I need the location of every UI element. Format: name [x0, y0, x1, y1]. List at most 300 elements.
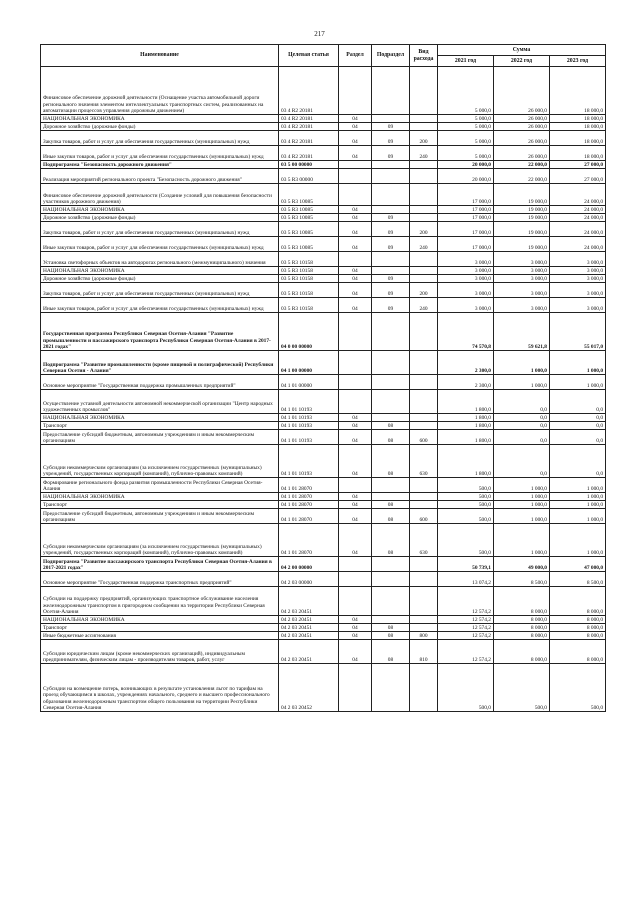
cell-expense-type: [410, 184, 438, 206]
cell-section: 04: [339, 422, 372, 430]
cell-subsection: [372, 375, 410, 390]
cell-target-article: 04 2 03 20451: [279, 624, 339, 632]
cell-target-article: 04 1 01 10193: [279, 445, 339, 478]
cell-sum-2023: 18 000,0: [550, 146, 606, 161]
cell-expense-type: [410, 275, 438, 283]
cell-section: [339, 557, 372, 572]
cell-expense-type: [410, 375, 438, 390]
cell-name: Финансовое обеспечение дорожной деятельности (Создание условий для повышения безопасности участников дорожного движения): [41, 184, 279, 206]
cell-target-article: 04 2 03 20452: [279, 664, 339, 712]
cell-sum-2023: 0,0: [550, 422, 606, 430]
cell-subsection: 09: [372, 283, 410, 298]
cell-expense-type: [410, 501, 438, 509]
cell-expense-type: [410, 67, 438, 115]
table-row: [41, 169, 606, 184]
cell-sum-2021: 500,0: [438, 493, 494, 501]
cell-sum-2023: 8 000,0: [550, 640, 606, 664]
table-row: [41, 624, 606, 632]
cell-sum-2023: 1 000,0: [550, 375, 606, 390]
cell-expense-type: 200: [410, 283, 438, 298]
table-row: [41, 422, 606, 430]
cell-expense-type: 630: [410, 524, 438, 557]
table-row: [41, 267, 606, 275]
cell-name: НАЦИОНАЛЬНАЯ ЭКОНОМИКА: [41, 267, 279, 275]
cell-sum-2022: 0,0: [494, 422, 550, 430]
table-row: [41, 161, 606, 169]
header-name: Наименование: [41, 45, 279, 67]
cell-name: Формирование регионального фонда развития промышленности Республики Северная Осетия-Алания: [41, 478, 279, 493]
cell-name: Субсидии некоммерческим организациям (за исключением государственных (муниципальных) учреждений, государственных корпораций (компаний), публично-правовых компаний): [41, 524, 279, 557]
cell-expense-type: [410, 252, 438, 267]
cell-name: Субсидии некоммерческим организациям (за исключением государственных (муниципальных) учреждений, государственных корпораций (компаний), публично-правовых компаний): [41, 445, 279, 478]
cell-expense-type: [410, 161, 438, 169]
cell-subsection: 08: [372, 430, 410, 445]
cell-name: Субсидии юридическим лицам (кроме некоммерческих организаций), индивидуальным предпринимателям, физическим лицам - производителям товаров, работ, услуг: [41, 640, 279, 664]
table-row: [41, 524, 606, 557]
cell-section: [339, 351, 372, 375]
cell-sum-2023: 18 000,0: [550, 123, 606, 131]
cell-expense-type: 240: [410, 298, 438, 313]
cell-section: 04: [339, 131, 372, 146]
cell-expense-type: [410, 557, 438, 572]
header-expense-type: Вид расхода: [410, 45, 438, 67]
cell-target-article: 04 2 03 20451: [279, 616, 339, 624]
cell-section: 04: [339, 206, 372, 214]
cell-name: Дорожное хозяйство (дорожные фонды): [41, 275, 279, 283]
cell-section: [339, 184, 372, 206]
header-row: [41, 45, 606, 56]
cell-sum-2022: 59 621,8: [494, 313, 550, 351]
table-row: [41, 478, 606, 493]
cell-sum-2022: 3 000,0: [494, 267, 550, 275]
cell-sum-2023: 3 000,0: [550, 298, 606, 313]
cell-sum-2022: 8 000,0: [494, 624, 550, 632]
cell-target-article: 03 4 R2 20181: [279, 67, 339, 115]
table-row: [41, 587, 606, 616]
cell-section: 04: [339, 283, 372, 298]
table-row: [41, 298, 606, 313]
cell-subsection: [372, 557, 410, 572]
cell-sum-2022: 1 000,0: [494, 493, 550, 501]
cell-sum-2021: 17 000,0: [438, 222, 494, 237]
cell-expense-type: 630: [410, 445, 438, 478]
cell-sum-2023: 3 000,0: [550, 275, 606, 283]
cell-subsection: [372, 206, 410, 214]
cell-target-article: 04 1 01 00000: [279, 375, 339, 390]
cell-expense-type: [410, 206, 438, 214]
cell-subsection: [372, 67, 410, 115]
table-row: [41, 131, 606, 146]
cell-sum-2021: 500,0: [438, 501, 494, 509]
cell-expense-type: [410, 587, 438, 616]
cell-subsection: 09: [372, 146, 410, 161]
cell-sum-2021: 2 300,0: [438, 351, 494, 375]
cell-name: Транспорт: [41, 422, 279, 430]
cell-sum-2022: 26 000,0: [494, 146, 550, 161]
table-row: [41, 115, 606, 123]
cell-sum-2021: 17 000,0: [438, 214, 494, 222]
cell-name: Основное мероприятие "Государственная поддержка транспортных предприятий": [41, 572, 279, 587]
cell-sum-2023: 24 000,0: [550, 184, 606, 206]
cell-expense-type: [410, 616, 438, 624]
cell-sum-2021: 12 574,2: [438, 587, 494, 616]
cell-target-article: 04 1 01 28070: [279, 524, 339, 557]
cell-sum-2022: 1 000,0: [494, 478, 550, 493]
cell-expense-type: [410, 478, 438, 493]
cell-name: Субсидии на возмещение потерь, возникающих в результате установления льгот по тарифам на проезд обучающимся в школах, учреждениях начального, среднего и высшего профессионального образования железнодорожным транспортом общего пользования на территории Республики Северная Осетия-Алания: [41, 664, 279, 712]
cell-section: 04: [339, 430, 372, 445]
cell-sum-2022: 3 000,0: [494, 298, 550, 313]
cell-sum-2022: 3 000,0: [494, 275, 550, 283]
cell-sum-2023: 1 000,0: [550, 524, 606, 557]
cell-target-article: 03 5 R3 10085: [279, 184, 339, 206]
cell-target-article: 03 4 R2 20181: [279, 115, 339, 123]
budget-table: [40, 44, 606, 712]
cell-subsection: [372, 414, 410, 422]
cell-sum-2021: 3 000,0: [438, 275, 494, 283]
cell-expense-type: 240: [410, 146, 438, 161]
cell-subsection: [372, 169, 410, 184]
cell-target-article: 03 5 R3 10085: [279, 214, 339, 222]
cell-sum-2023: 8 000,0: [550, 624, 606, 632]
cell-sum-2022: 19 000,0: [494, 222, 550, 237]
table-row: [41, 283, 606, 298]
cell-sum-2023: 8 000,0: [550, 632, 606, 640]
cell-name: Подпрограмма "Развитие пассажирского транспорта Республики Северная Осетия-Алания в 2017-2021 годах": [41, 557, 279, 572]
cell-subsection: 08: [372, 524, 410, 557]
cell-sum-2023: 500,0: [550, 664, 606, 712]
cell-target-article: 04 2 03 00000: [279, 572, 339, 587]
cell-target-article: 03 5 R3 10158: [279, 267, 339, 275]
cell-subsection: [372, 572, 410, 587]
cell-subsection: 09: [372, 237, 410, 252]
cell-subsection: 09: [372, 123, 410, 131]
cell-sum-2021: 5 000,0: [438, 131, 494, 146]
cell-sum-2022: 0,0: [494, 430, 550, 445]
cell-sum-2023: 0,0: [550, 430, 606, 445]
cell-section: [339, 313, 372, 351]
cell-target-article: 04 2 03 20451: [279, 632, 339, 640]
cell-section: [339, 161, 372, 169]
cell-name: Закупка товаров, работ и услуг для обеспечения государственных (муниципальных) нужд: [41, 283, 279, 298]
cell-name: Иные закупки товаров, работ и услуг для обеспечения государственных (муниципальных) нужд: [41, 146, 279, 161]
cell-section: 04: [339, 445, 372, 478]
cell-sum-2021: 3 000,0: [438, 267, 494, 275]
header-section: Раздел: [339, 45, 372, 67]
table-row: [41, 616, 606, 624]
cell-sum-2021: 1 800,0: [438, 422, 494, 430]
cell-section: 04: [339, 632, 372, 640]
cell-subsection: [372, 390, 410, 414]
cell-name: Основное мероприятие "Государственная поддержка промышленных предприятий": [41, 375, 279, 390]
cell-sum-2022: 0,0: [494, 390, 550, 414]
cell-expense-type: [410, 169, 438, 184]
cell-sum-2022: 26 000,0: [494, 115, 550, 123]
cell-subsection: 08: [372, 640, 410, 664]
cell-expense-type: 600: [410, 509, 438, 524]
table-row: [41, 557, 606, 572]
cell-subsection: 08: [372, 501, 410, 509]
cell-sum-2021: 3 000,0: [438, 252, 494, 267]
cell-section: [339, 390, 372, 414]
cell-sum-2021: 17 000,0: [438, 184, 494, 206]
cell-name: Иные закупки товаров, работ и услуг для обеспечения государственных (муниципальных) нужд: [41, 237, 279, 252]
cell-section: [339, 587, 372, 616]
table-row: [41, 501, 606, 509]
cell-section: 04: [339, 267, 372, 275]
cell-section: [339, 572, 372, 587]
cell-sum-2021: 13 074,2: [438, 572, 494, 587]
cell-subsection: 09: [372, 275, 410, 283]
table-row: [41, 184, 606, 206]
cell-name: Дорожное хозяйство (дорожные фонды): [41, 123, 279, 131]
cell-target-article: 04 2 00 00000: [279, 557, 339, 572]
cell-subsection: 09: [372, 222, 410, 237]
cell-sum-2023: 1 000,0: [550, 493, 606, 501]
cell-subsection: [372, 493, 410, 501]
cell-name: Предоставление субсидий бюджетным, автономным учреждениям и иным некоммерческим организациям: [41, 509, 279, 524]
cell-subsection: [372, 616, 410, 624]
cell-sum-2022: 0,0: [494, 414, 550, 422]
cell-sum-2023: 0,0: [550, 390, 606, 414]
cell-section: 04: [339, 524, 372, 557]
cell-target-article: 04 1 01 10193: [279, 422, 339, 430]
cell-sum-2023: 3 000,0: [550, 252, 606, 267]
cell-subsection: [372, 184, 410, 206]
header-year-2021: 2021 год: [438, 56, 494, 67]
cell-sum-2021: 500,0: [438, 478, 494, 493]
cell-sum-2022: 1 000,0: [494, 351, 550, 375]
table-row: [41, 313, 606, 351]
cell-sum-2023: 8 000,0: [550, 587, 606, 616]
cell-expense-type: [410, 123, 438, 131]
cell-subsection: [372, 313, 410, 351]
cell-name: Иные бюджетные ассигнования: [41, 632, 279, 640]
cell-sum-2022: 8 000,0: [494, 616, 550, 624]
cell-target-article: 04 0 00 00000: [279, 313, 339, 351]
table-row: [41, 237, 606, 252]
cell-section: [339, 67, 372, 115]
table-row: [41, 123, 606, 131]
cell-sum-2023: 0,0: [550, 445, 606, 478]
cell-sum-2022: 500,0: [494, 664, 550, 712]
cell-subsection: [372, 478, 410, 493]
cell-sum-2023: 3 000,0: [550, 283, 606, 298]
cell-target-article: 04 2 03 20451: [279, 587, 339, 616]
cell-sum-2023: 1 000,0: [550, 478, 606, 493]
cell-sum-2021: 3 000,0: [438, 298, 494, 313]
cell-subsection: 09: [372, 214, 410, 222]
cell-sum-2021: 17 000,0: [438, 237, 494, 252]
cell-sum-2023: 18 000,0: [550, 67, 606, 115]
cell-sum-2022: 8 000,0: [494, 587, 550, 616]
cell-sum-2022: 26 000,0: [494, 123, 550, 131]
cell-name: НАЦИОНАЛЬНАЯ ЭКОНОМИКА: [41, 616, 279, 624]
cell-section: 04: [339, 275, 372, 283]
cell-target-article: 04 1 00 00000: [279, 351, 339, 375]
cell-subsection: [372, 252, 410, 267]
cell-sum-2022: 0,0: [494, 445, 550, 478]
cell-sum-2021: 500,0: [438, 509, 494, 524]
header-article: Целевая статья: [279, 45, 339, 67]
cell-name: Подпрограмма "Развитие промышленности (кроме пищевой и полиграфической) Республики Северная Осетия - Алания": [41, 351, 279, 375]
cell-target-article: 04 2 03 20451: [279, 640, 339, 664]
cell-subsection: 08: [372, 632, 410, 640]
table-row: [41, 640, 606, 664]
cell-sum-2022: 19 000,0: [494, 214, 550, 222]
cell-target-article: 03 5 R3 10085: [279, 206, 339, 214]
cell-subsection: 09: [372, 298, 410, 313]
cell-sum-2021: 1 800,0: [438, 390, 494, 414]
cell-name: Дорожное хозяйство (дорожные фонды): [41, 214, 279, 222]
cell-expense-type: 810: [410, 640, 438, 664]
cell-sum-2023: 24 000,0: [550, 214, 606, 222]
cell-section: 04: [339, 214, 372, 222]
cell-target-article: 03 5 R3 10158: [279, 252, 339, 267]
cell-expense-type: [410, 414, 438, 422]
cell-target-article: 04 1 01 10193: [279, 414, 339, 422]
table-row: [41, 146, 606, 161]
cell-sum-2021: 500,0: [438, 664, 494, 712]
cell-sum-2023: 1 000,0: [550, 509, 606, 524]
cell-name: Государственная программа Республики Северная Осетия-Алания "Развитие промышленности и пассажирского транспорта Республики Северная Осетия-Алания в 2017-2021 годах": [41, 313, 279, 351]
cell-sum-2022: 3 000,0: [494, 283, 550, 298]
cell-sum-2023: 3 000,0: [550, 267, 606, 275]
cell-subsection: [372, 351, 410, 375]
cell-name: Транспорт: [41, 624, 279, 632]
cell-subsection: [372, 161, 410, 169]
cell-subsection: [372, 664, 410, 712]
cell-target-article: 04 1 01 28070: [279, 509, 339, 524]
cell-section: 04: [339, 237, 372, 252]
cell-subsection: [372, 587, 410, 616]
cell-sum-2022: 26 000,0: [494, 131, 550, 146]
cell-section: 04: [339, 115, 372, 123]
cell-section: [339, 664, 372, 712]
cell-sum-2021: 5 000,0: [438, 146, 494, 161]
cell-expense-type: [410, 572, 438, 587]
cell-name: Осуществление уставной деятельности автономной некоммерческой организации "Центр народных художественных промыслов": [41, 390, 279, 414]
cell-sum-2023: 27 000,0: [550, 169, 606, 184]
cell-target-article: 03 5 00 00000: [279, 161, 339, 169]
cell-target-article: 03 4 R2 20181: [279, 123, 339, 131]
cell-sum-2022: 49 000,0: [494, 557, 550, 572]
cell-expense-type: [410, 390, 438, 414]
cell-sum-2023: 55 017,0: [550, 313, 606, 351]
table-row: [41, 390, 606, 414]
cell-name: Иные закупки товаров, работ и услуг для обеспечения государственных (муниципальных) нужд: [41, 298, 279, 313]
cell-subsection: 08: [372, 445, 410, 478]
cell-expense-type: [410, 267, 438, 275]
cell-sum-2021: 12 574,2: [438, 632, 494, 640]
cell-sum-2023: 1 000,0: [550, 501, 606, 509]
cell-expense-type: 200: [410, 222, 438, 237]
cell-expense-type: 800: [410, 632, 438, 640]
page-number: 217: [314, 30, 325, 38]
cell-section: [339, 169, 372, 184]
cell-section: 04: [339, 501, 372, 509]
header-sum: Сумма: [438, 45, 606, 56]
cell-subsection: 09: [372, 131, 410, 146]
cell-name: Закупка товаров, работ и услуг для обеспечения государственных (муниципальных) нужд: [41, 131, 279, 146]
cell-section: 04: [339, 146, 372, 161]
table-row: [41, 445, 606, 478]
cell-name: Субсидии на поддержку предприятий, организующих транспортное обслуживание населения железнодорожным транспортом в пригородном сообщении на территории Республики Северная Осетия-Алания: [41, 587, 279, 616]
cell-section: [339, 375, 372, 390]
table-row: [41, 67, 606, 115]
cell-sum-2023: 0,0: [550, 414, 606, 422]
cell-sum-2021: 5 000,0: [438, 123, 494, 131]
cell-expense-type: [410, 214, 438, 222]
cell-sum-2021: 1 800,0: [438, 445, 494, 478]
cell-sum-2022: 8 500,0: [494, 572, 550, 587]
cell-sum-2022: 1 000,0: [494, 509, 550, 524]
cell-target-article: 04 1 01 28070: [279, 493, 339, 501]
table-row: [41, 632, 606, 640]
cell-subsection: [372, 267, 410, 275]
header-year-2023: 2023 год: [550, 56, 606, 67]
cell-section: 04: [339, 493, 372, 501]
table-row: [41, 275, 606, 283]
cell-target-article: 03 5 R3 10158: [279, 283, 339, 298]
table-row: [41, 206, 606, 214]
table-row: [41, 430, 606, 445]
cell-sum-2021: 20 000,0: [438, 161, 494, 169]
cell-name: НАЦИОНАЛЬНАЯ ЭКОНОМИКА: [41, 414, 279, 422]
cell-sum-2023: 47 000,0: [550, 557, 606, 572]
cell-sum-2022: 3 000,0: [494, 252, 550, 267]
cell-section: 04: [339, 298, 372, 313]
cell-sum-2021: 12 574,2: [438, 640, 494, 664]
header-year-2022: 2022 год: [494, 56, 550, 67]
table-row: [41, 351, 606, 375]
cell-expense-type: [410, 493, 438, 501]
cell-expense-type: 240: [410, 237, 438, 252]
cell-name: Финансовое обеспечение дорожной деятельности (Оснащение участка автомобильной дороги регионального значения элементом интеллектуальных транспортных систем, реализованных на автоматизации процессов управления дорожным движением): [41, 67, 279, 115]
cell-name: НАЦИОНАЛЬНАЯ ЭКОНОМИКА: [41, 206, 279, 214]
cell-sum-2023: 24 000,0: [550, 222, 606, 237]
cell-section: [339, 478, 372, 493]
cell-sum-2023: 8 000,0: [550, 616, 606, 624]
cell-name: Закупка товаров, работ и услуг для обеспечения государственных (муниципальных) нужд: [41, 222, 279, 237]
cell-sum-2022: 1 000,0: [494, 501, 550, 509]
cell-expense-type: [410, 624, 438, 632]
cell-sum-2023: 18 000,0: [550, 131, 606, 146]
cell-sum-2022: 1 000,0: [494, 524, 550, 557]
cell-sum-2021: 2 300,0: [438, 375, 494, 390]
cell-sum-2021: 74 570,8: [438, 313, 494, 351]
table-row: [41, 509, 606, 524]
cell-target-article: 04 1 01 28070: [279, 478, 339, 493]
cell-target-article: 03 5 R3 10158: [279, 275, 339, 283]
cell-sum-2022: 1 000,0: [494, 375, 550, 390]
table-body: [41, 67, 606, 712]
table-row: [41, 664, 606, 712]
table-row: [41, 222, 606, 237]
table-row: [41, 414, 606, 422]
cell-name: Предоставление субсидий бюджетным, автономным учреждениям и иным некоммерческим организациям: [41, 430, 279, 445]
cell-sum-2021: 5 000,0: [438, 67, 494, 115]
cell-section: 04: [339, 509, 372, 524]
cell-target-article: 03 4 R2 20181: [279, 146, 339, 161]
cell-target-article: 03 5 R3 00000: [279, 169, 339, 184]
cell-sum-2023: 8 500,0: [550, 572, 606, 587]
cell-target-article: 03 4 R2 20181: [279, 131, 339, 146]
table-row: [41, 493, 606, 501]
header-subsection: Подраздел: [372, 45, 410, 67]
cell-sum-2021: 3 000,0: [438, 283, 494, 298]
cell-name: Подпрограмма "Безопасность дорожного движения": [41, 161, 279, 169]
